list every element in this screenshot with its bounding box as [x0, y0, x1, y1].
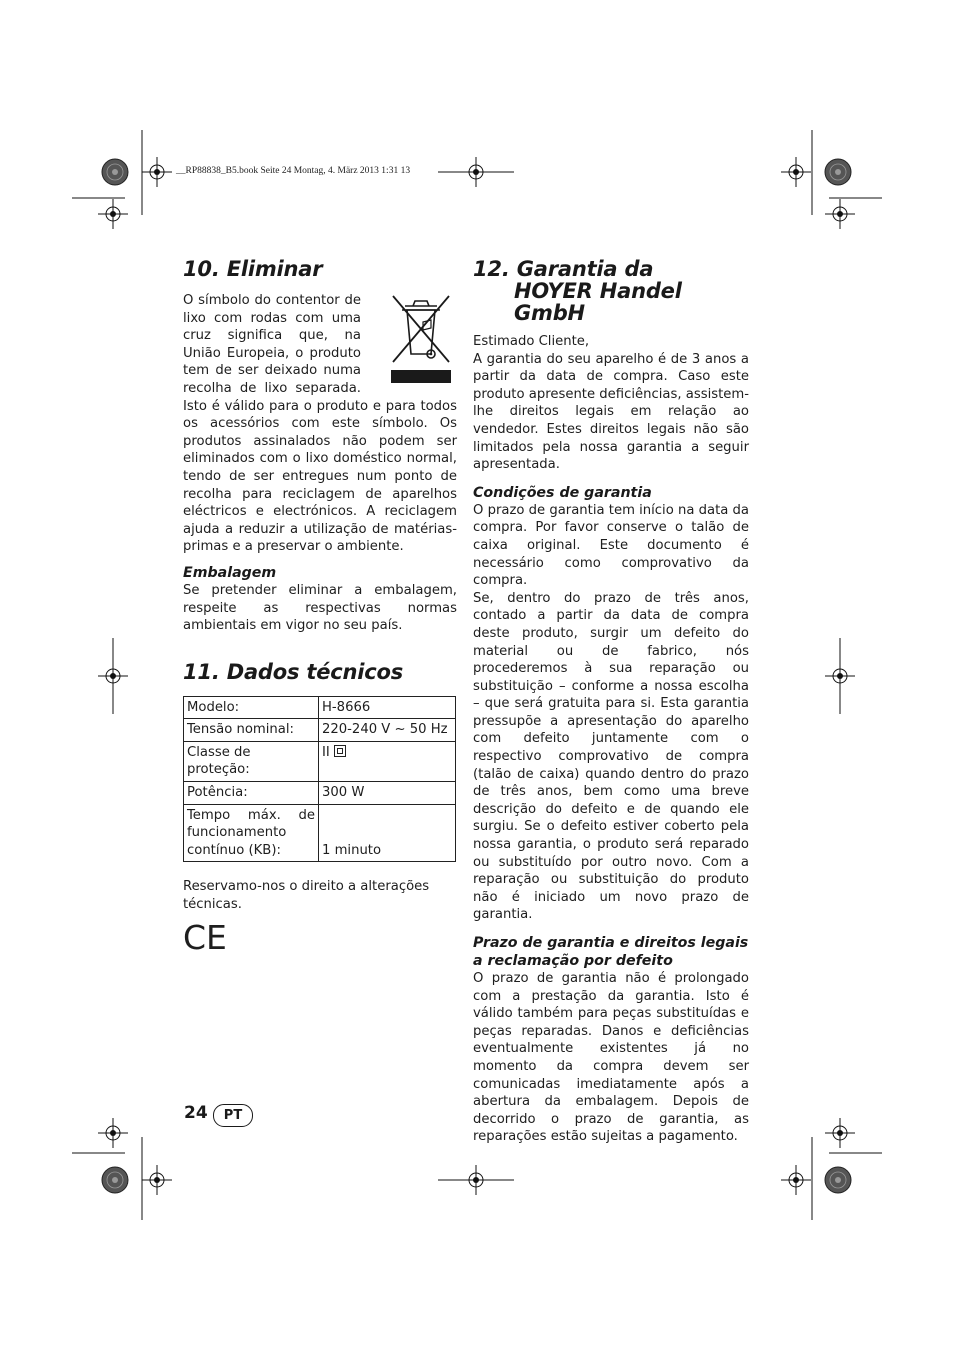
- tech-value: H-8666: [319, 696, 456, 719]
- crossed-bin-icon: [385, 288, 457, 388]
- packaging-heading: Embalagem: [183, 564, 277, 581]
- tech-data-table: [183, 696, 456, 863]
- tech-key: Tempo máx. de funcionamento contínuo (KB):: [184, 804, 319, 862]
- protection-class-text: II: [322, 744, 330, 760]
- tech-key: Modelo:: [184, 696, 319, 719]
- table-row: [184, 782, 456, 805]
- greeting: Estimado Cliente,: [473, 334, 590, 349]
- left-column: [183, 258, 457, 956]
- tech-note: Reservamo-nos o direito a alterações técnicas.: [183, 879, 430, 913]
- table-row: [184, 719, 456, 742]
- tech-value: 300 W: [319, 782, 456, 805]
- section-11-title: 11. Dados técnicos: [183, 659, 404, 684]
- tech-value: [319, 741, 456, 781]
- weee-symbol: [369, 292, 457, 392]
- section-10-text: O símbolo do contentor de lixo com rodas com uma cruz significa que, na União Europeia, o produto tem de ser deixado numa recolha de lixo separada. Isto é válido para o produto e para todos os acessórios com este símbolo. Os produtos assinalados não podem ser eliminados com o lixo doméstico normal, tendo de ser entregues num ponto de recolha para reciclagem de aparelhos eléctricos e electrónicos. A reciclagem ajuda a reduzir a utilização de matérias-primas e a preservar o ambiente.: [183, 293, 457, 555]
- tech-key: Potência:: [184, 782, 319, 805]
- table-row: [184, 696, 456, 719]
- language-badge: PT: [213, 1104, 253, 1127]
- print-header: __RP88838_B5.book Seite 24 Montag, 4. März 2013 1:31 13: [176, 166, 411, 176]
- tech-key: Tensão nominal:: [184, 719, 319, 742]
- protection-class-icon: [334, 745, 346, 757]
- page-number: 24: [184, 1103, 208, 1123]
- warranty-intro: A garantia do seu aparelho é de 3 anos a partir da data de compra. Caso este produto apresente deficiências, assistem-lhe direitos legais em relação ao vendedor. Estes direitos legais não são limitados pela nossa garantia a seguir apresentada.: [473, 351, 749, 473]
- tech-value: [319, 804, 456, 862]
- period-text: O prazo de garantia não é prolongado com a prestação da garantia. Isto é válido também para peças substituídas e peças reparadas. Danos e deficiências eventualmente existentes já no momento da compra devem ser comunicadas imediatamente após a abertura da embalagem. Depois de decorrido o prazo de garantia, as reparações estão sujeitas a pagamento.: [473, 971, 749, 1145]
- table-row: [184, 804, 456, 862]
- tech-key: Classe de proteção:: [184, 741, 319, 781]
- packaging-text: Se pretender eliminar a embalagem, respeite as respectivas normas ambientais em vigor no seu país.: [183, 582, 457, 634]
- period-heading: Prazo de garantia e direitos legais a reclamação por defeito: [473, 935, 749, 969]
- conditions-text-1: O prazo de garantia tem início na data da compra. Por favor conserve o talão de caixa original. Este documento é necessário como comprovativo da compra.: [473, 502, 749, 589]
- ce-mark: [183, 917, 229, 957]
- conditions-heading: Condições de garantia: [473, 484, 652, 501]
- section-12-title-line2: HOYER Handel GmbH: [514, 279, 682, 325]
- tech-value: 220-240 V ~ 50 Hz: [319, 719, 456, 742]
- section-12-title-line1: 12. Garantia da: [473, 257, 654, 281]
- conditions-text-2: Se, dentro do prazo de três anos, contado a partir da data de compra deste produto, surgir um defeito do material ou de fabrico, nós procederemos à sua reparação ou substituição – conforme a nossa escolha – que será gratuita para si. Esta garantia pressupõe a apresentação do aparelho com defeito juntamente com o respectivo comprovativo de compra (talão de caixa) quando dentro do prazo de três anos, bem como uma breve descrição do defeito e de quando ele surgiu. Se o defeito estiver coberto pela nossa garantia, o produto será reparado ou substituído por outro novo. Com a reparação ou substituição do produto não é iniciado um novo prazo de garantia.: [473, 590, 749, 923]
- tech-value-text: 1 minuto: [322, 842, 382, 858]
- section-10-title: 10. Eliminar: [183, 257, 323, 281]
- ce-mark-text: CE: [183, 917, 227, 957]
- table-row: [184, 741, 456, 781]
- right-column: [473, 258, 749, 1146]
